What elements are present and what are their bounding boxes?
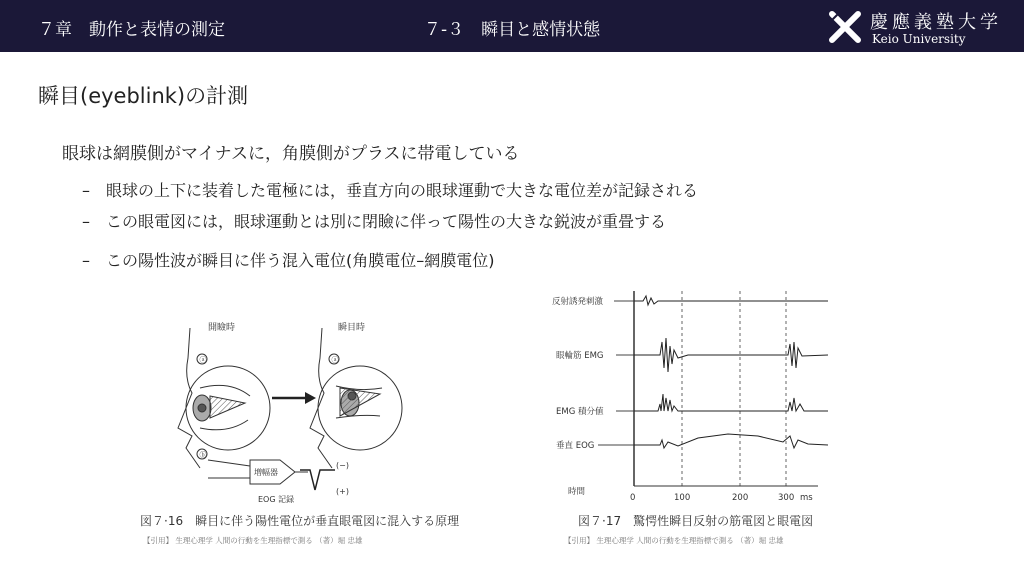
logo-text-jp: 慶應義塾大学 <box>870 12 1002 33</box>
channel-label: 反射誘発刺激 <box>552 297 604 307</box>
figure-right-citation: 【引用】 生理心理学 人間の行動を生理指標で測る （著）堀 忠雄 <box>564 536 784 545</box>
figure-left-caption: 図７·16 瞬目に伴う陽性電位が垂直眼電図に混入する原理 <box>140 514 460 528</box>
university-logo <box>828 8 1018 48</box>
emg-trace <box>634 338 828 372</box>
stimulus-trace <box>634 296 828 305</box>
amp-label: 増幅器 <box>254 468 278 477</box>
figure-left-citation: 【引用】 生理心理学 人間の行動を生理指標で測る （著）堀 忠雄 <box>143 536 363 545</box>
face-open-illustration <box>178 328 270 468</box>
keio-pen-cross-icon <box>828 10 862 44</box>
tick-label: 100 <box>674 493 691 503</box>
sub-bullet <box>82 209 666 232</box>
sub-bullet-text: 眼球の上下に装着した電極には，垂直方向の眼球運動で大きな電位差が記録される <box>106 181 699 200</box>
electrode-b-label: ⓑ <box>199 451 207 459</box>
bullet-dash: – <box>82 181 90 200</box>
figure-right-caption: 図７·17 驚愕性瞬目反射の筋電図と眼電図 <box>578 514 814 528</box>
section-title: ７-３ 瞬目と感情状態 <box>424 20 601 40</box>
emg-integral-trace <box>634 394 828 411</box>
slide-title: 瞬目(eyeblink)の計測 <box>38 84 249 108</box>
main-bullet: 眼球は網膜側がマイナスに，角膜側がプラスに帯電している <box>62 144 520 164</box>
sub-bullet <box>82 248 495 271</box>
sub-bullet <box>82 178 698 201</box>
tick-label: 200 <box>732 493 749 503</box>
arrowhead <box>305 392 316 404</box>
channel-label: 眼輪筋 EMG <box>556 351 604 361</box>
label-blink: 瞬目時 <box>338 323 366 333</box>
header-bar <box>0 0 1024 52</box>
electrode-a-label: ⓐ <box>199 356 207 364</box>
chapter-title: ７章 動作と表情の測定 <box>38 20 225 40</box>
bullet-dash: – <box>82 251 90 270</box>
record-label: EOG 記録 <box>258 495 295 504</box>
electrode-a-label: ⓐ <box>331 356 339 364</box>
sub-bullet-text: この眼電図には，眼球運動とは別に閉瞼に伴って陽性の大きな鋭波が重畳する <box>106 212 667 231</box>
lead-wires <box>208 460 250 478</box>
tick-label: 0 <box>630 493 636 503</box>
channel-label: 垂直 EOG <box>556 441 595 451</box>
plus-label: (+) <box>336 487 349 496</box>
startle-blink-figure <box>548 286 838 506</box>
eog-waveform <box>300 470 335 490</box>
time-gridlines <box>682 291 786 486</box>
vertical-eog-trace <box>634 434 828 448</box>
label-leader-lines <box>598 301 634 445</box>
tick-label: 300 <box>778 493 795 503</box>
channel-label: EMG 積分値 <box>556 407 604 417</box>
eog-principle-figure <box>150 318 450 508</box>
tick-unit: ms <box>800 493 813 503</box>
label-open: 開瞼時 <box>208 323 236 333</box>
bullet-dash: – <box>82 212 90 231</box>
face-blink-illustration <box>310 328 402 468</box>
sub-bullet-text: この陽性波が瞬目に伴う混入電位(角膜電位–網膜電位) <box>106 251 495 270</box>
logo-text-en: Keio University <box>872 32 966 46</box>
time-label: 時間 <box>568 487 586 497</box>
minus-label: (−) <box>336 461 349 470</box>
